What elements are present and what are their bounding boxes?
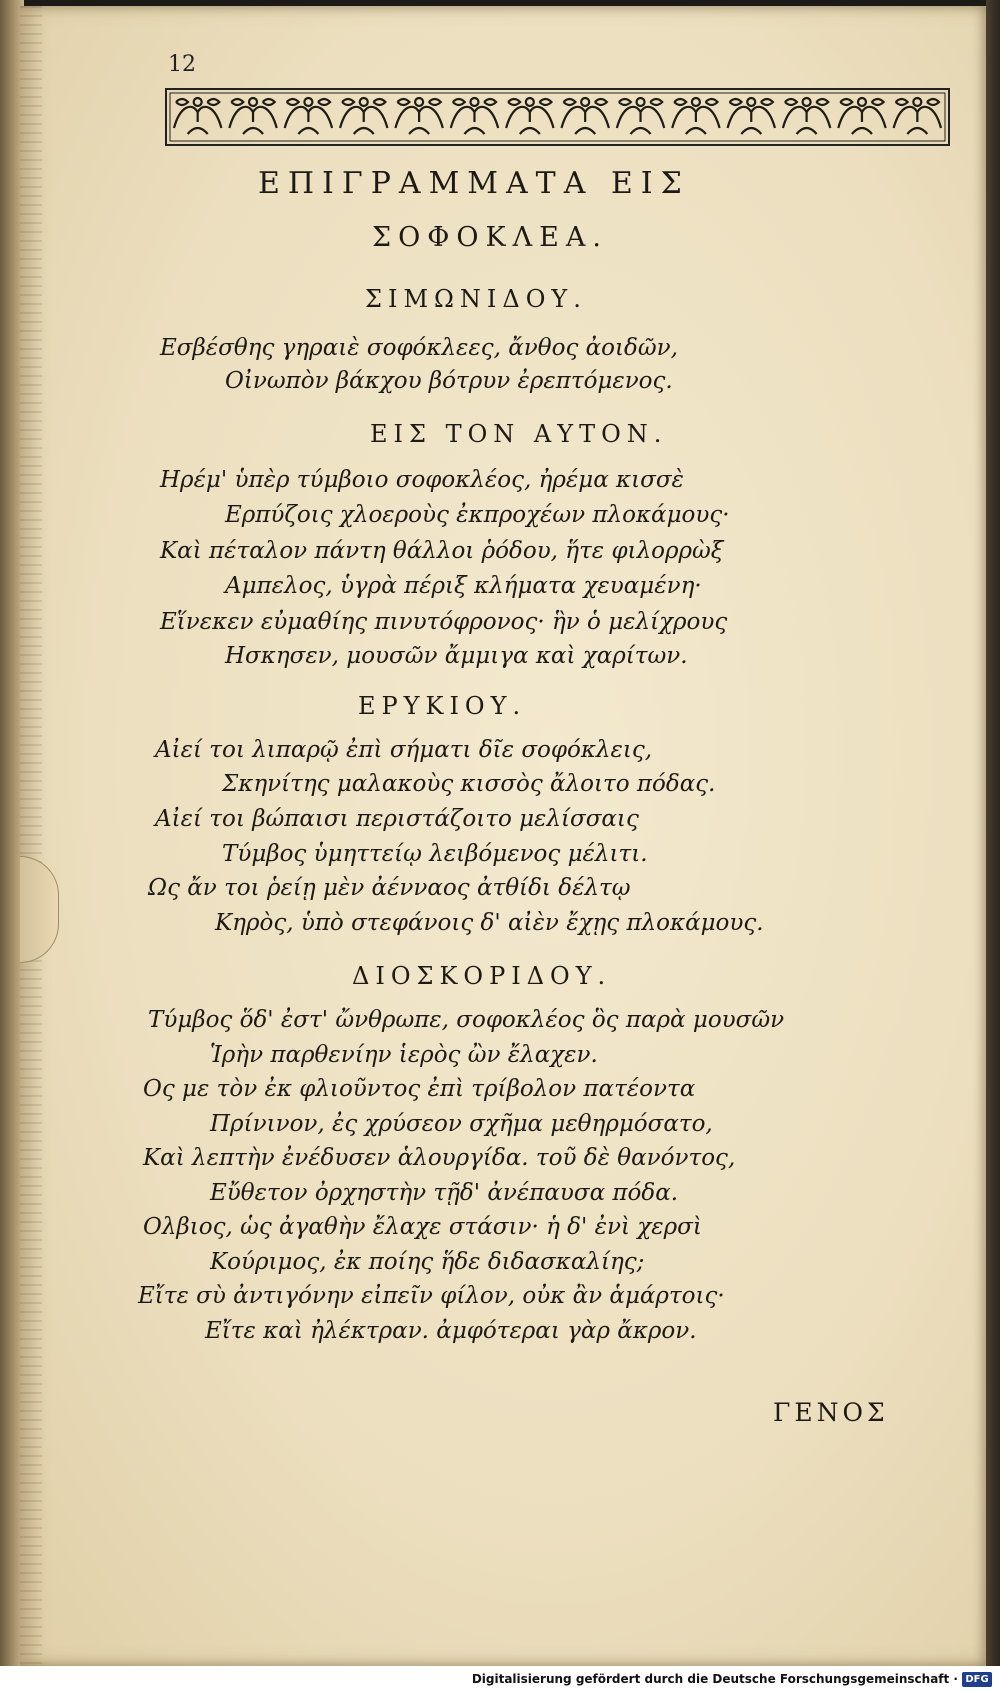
verse-line: Ηρέμ' ὑπὲρ τύμβοιο σοφοκλέος, ἠρέμα κισσὲ <box>160 467 684 493</box>
verse-line: Αἰεί τοι λιπαρῷ ἐπὶ σήματι δῖε σοφόκλεις, <box>155 737 653 763</box>
footer-credit: Digitalisierung gefördert durch die Deutsche Forschungsgemeinschaft · <box>471 1672 958 1686</box>
verse-line: Κηρὸς, ὑπὸ στεφάνοις δ' αἰὲν ἔχῃς πλοκάμους. <box>215 910 764 936</box>
verse-line: Ησκησεν, μουσῶν ἄμμιγα καὶ χαρίτων. <box>225 643 688 669</box>
verse-line: Τύμβος ὅδ' ἐστ' ὤνθρωπε, σοφοκλέος ὃς παρὰ μουσῶν <box>148 1007 785 1033</box>
verse-line: Ος με τὸν ἐκ φλιοῦντος ἐπὶ τρίβολον πατέοντα <box>143 1076 696 1102</box>
page-number: 12 <box>168 52 196 77</box>
verse-line: Εἵνεκεν εὐμαθίης πινυτόφρονος· ἣν ὁ μελίχρους <box>160 609 728 635</box>
heading-line-1: ΕΠΙΓΡΑΜΜΑΤΑ ΕΙΣ <box>258 166 690 201</box>
verse-line: Ολβιος, ὡς ἀγαθὴν ἔλαχε στάσιν· ἡ δ' ἐνὶ χερσὶ <box>143 1214 702 1240</box>
section-title: ΕΙΣ ΤΟΝ ΑΥΤΟΝ. <box>370 420 668 448</box>
section-title: ΕΡΥΚΙΟΥ. <box>358 692 527 720</box>
dfg-logo: DFG <box>962 1672 992 1687</box>
verse-line: Ως ἄν τοι ῥείῃ μὲν ἀένναος ἀτθίδι δέλτῳ <box>148 875 631 901</box>
verse-line: Αμπελος, ὑγρὰ πέριξ κλήματα χευαμένη· <box>225 573 702 599</box>
verse-line: Πρίνινον, ἐς χρύσεον σχῆμα μεθηρμόσατο, <box>210 1111 713 1137</box>
verse-line: Κούριμος, ἐκ ποίης ἥδε διδασκαλίης; <box>210 1249 645 1275</box>
verse-line: Τύμβος ὑμηττείῳ λειβόμενος μέλιτι. <box>222 841 648 867</box>
catchword: ΓΕΝΟΣ <box>773 1398 889 1427</box>
verse-line: Καὶ λεπτὴν ἐνέδυσεν ἁλουργίδα. τοῦ δὲ θανόντος, <box>143 1145 736 1171</box>
verse-line: Καὶ πέταλον πάντη θάλλοι ῥόδου, ἥτε φιλορρὼξ <box>160 538 724 564</box>
section-title: ΣΙΜΩΝΙΔΟΥ. <box>365 285 587 313</box>
verse-line: Εὔθετον ὀρχηστὴν τῇδ' ἀνέπαυσα πόδα. <box>210 1180 679 1206</box>
verse-line: Αἰεί τοι βώπαισι περιστάζοιτο μελίσσαις <box>155 806 639 832</box>
verse-line: Ερπύζοις χλοεροὺς ἐκπροχέων πλοκάμους· <box>225 502 730 528</box>
verse-line: Εἴτε σὺ ἀντιγόνην εἰπεῖν φίλον, οὐκ ἂν ἁμάρτοις· <box>138 1283 725 1309</box>
page-edge-shading <box>20 6 42 1666</box>
book-edge-right <box>986 0 1000 1670</box>
printers-ornament-band <box>165 88 950 146</box>
verse-line: Εἴτε καὶ ἠλέκτραν. ἀμφότεραι γὰρ ἄκρον. <box>205 1318 697 1344</box>
verse-line: Σκηνίτης μαλακοὺς κισσὸς ἄλοιτο πόδας. <box>222 771 716 797</box>
heading-line-2: ΣΟΦΟΚΛΕΑ. <box>372 222 608 253</box>
verse-line: Ἱρὴν παρθενίην ἱερὸς ὢν ἔλαχεν. <box>210 1042 598 1068</box>
page-clip <box>20 856 59 963</box>
section-title: ΔΙΟΣΚΟΡΙΔΟΥ. <box>352 962 612 990</box>
verse-line: Εσβέσθης γηραιὲ σοφόκλεες, ἄνθος ἀοιδῶν, <box>160 335 678 361</box>
verse-line: Οἰνωπὸν βάκχου βότρυν ἐρεπτόμενος. <box>225 368 673 394</box>
